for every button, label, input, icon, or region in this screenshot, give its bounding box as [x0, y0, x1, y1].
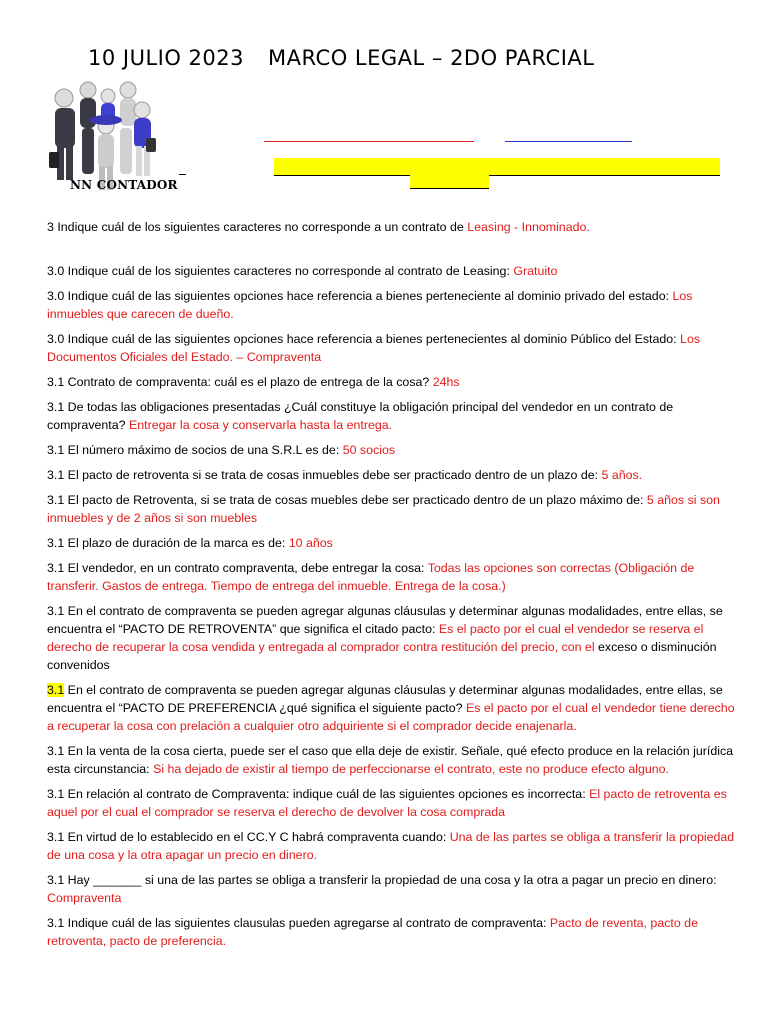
short-dash	[179, 174, 186, 175]
answer-text: Es el pacto por el cual el vendedor se reserva el derecho de recuperar la cosa vendida y entregada al comprador contra restitución del precio, con el	[47, 622, 704, 654]
question-number: 3.1	[47, 493, 65, 507]
question-item	[47, 534, 737, 552]
answer-text: 5 años.	[601, 468, 643, 482]
question-text: Indique cuál de los siguientes caracteres no corresponde al contrato de Leasing:	[64, 264, 514, 278]
question-item	[47, 785, 737, 821]
question-list	[47, 218, 737, 957]
answer-text: 10 años	[288, 536, 333, 550]
question-item	[47, 914, 737, 950]
question-item	[47, 330, 737, 366]
question-item	[47, 491, 737, 527]
question-number: 3.1	[47, 536, 65, 550]
answer-text: Compraventa	[47, 891, 122, 905]
question-number: 3.1	[47, 873, 65, 887]
question-text: En la venta de la cosa cierta, puede ser el caso que ella deje de existir. Señale, qué efecto produce en la relación jurídica esta circunstancia:	[47, 744, 734, 776]
question-item	[47, 602, 737, 674]
question-item	[47, 828, 737, 864]
question-text: De todas las obligaciones presentadas ¿Cuál constituye la obligación principal del vendedor en un contrato de compraventa?	[47, 400, 674, 432]
yellow-highlight-small	[410, 175, 489, 189]
question-text: Indique cuál de las siguientes opciones hace referencia a bienes pertenecientes al dominio Público del Estado:	[64, 332, 681, 346]
question-text: El número máximo de socios de una S.R.L es de:	[64, 443, 343, 457]
answer-continuation: exceso o disminución convenidos	[47, 640, 717, 672]
answer-text: Todas las opciones son correctas (Obligación de transferir. Gastos de entrega. Tiempo de entrega del inmueble. Entrega de la cosa.)	[47, 561, 695, 593]
yellow-highlight-band	[274, 158, 720, 176]
question-item	[47, 871, 737, 907]
title-date: 10 JULIO 2023	[88, 46, 245, 70]
question-item	[47, 287, 737, 323]
question-item	[47, 681, 737, 735]
title-subject: MARCO LEGAL – 2DO PARCIAL	[268, 46, 595, 70]
answer-text: 50 socios	[342, 443, 396, 457]
blue-underline-blank	[505, 141, 632, 142]
answer-text: El pacto de retroventa es aquel por el cual el comprador se reserva el derecho de devolver la cosa comprada	[47, 787, 727, 819]
question-text: En relación al contrato de Compraventa: indique cuál de las siguientes opciones es incorrecta:	[64, 787, 590, 801]
question-number: 3.1	[47, 787, 65, 801]
question-item	[47, 466, 737, 484]
question-item	[47, 441, 737, 459]
question-text: Indique cuál de los siguientes caracteres no corresponde a un contrato de	[53, 220, 468, 234]
document-title	[88, 46, 594, 70]
question-item	[47, 398, 737, 434]
question-number: 3.0	[47, 332, 65, 346]
answer-text: Entregar la cosa y conservarla hasta la entrega.	[128, 418, 393, 432]
answer-text: 5 años si son inmuebles y de 2 años si son muebles	[47, 493, 720, 525]
question-number: 3.1	[47, 744, 65, 758]
question-item	[47, 559, 737, 595]
question-text: Contrato de compraventa: cuál es el plazo de entrega de la cosa?	[64, 375, 433, 389]
answer-text: 24hs	[432, 375, 460, 389]
answer-text: Los inmuebles que carecen de dueño.	[47, 289, 693, 321]
answer-text: Si ha dejado de existir al tiempo de perfeccionarse el contrato, este no produce efecto alguno.	[153, 762, 669, 776]
question-number: 3.1	[47, 375, 65, 389]
question-text: Indique cuál de las siguientes clausulas pueden agregarse al contrato de compraventa:	[64, 916, 550, 930]
question-number: 3.1	[47, 443, 65, 457]
answer-text: Gratuito	[513, 264, 558, 278]
question-item	[47, 218, 737, 236]
question-item	[47, 373, 737, 391]
question-text: El plazo de duración de la marca es de:	[64, 536, 289, 550]
question-text: Indique cuál de las siguientes opciones hace referencia a bienes perteneciente al dominio privado del estado:	[64, 289, 673, 303]
answer-text: Pacto de reventa, pacto de retroventa, pacto de preferencia.	[47, 916, 698, 948]
question-text: En el contrato de compraventa se pueden agregar algunas cláusulas y determinar algunas modalidades, entre ellas, se encuentra el “PACTO DE PREFERENCIA ¿qué significa el siguiente pacto?	[47, 683, 723, 715]
question-number: 3.1	[47, 916, 65, 930]
red-underline-blank	[264, 141, 474, 142]
question-number: 3.0	[47, 289, 65, 303]
question-number: 3.1	[47, 468, 65, 482]
question-number: 3.1	[47, 830, 65, 844]
question-number: 3.0	[47, 264, 65, 278]
question-text: El pacto de Retroventa, si se trata de cosas muebles debe ser practicado dentro de un plazo máximo de:	[64, 493, 647, 507]
question-item	[47, 742, 737, 778]
question-text: El vendedor, en un contrato compraventa, debe entregar la cosa:	[64, 561, 428, 575]
answer-text: Es el pacto por el cual el vendedor tiene derecho a recuperar la cosa con prelación a cualquier otro adquiriente si el comprador decide enajenarla.	[47, 701, 735, 733]
question-text: En el contrato de compraventa se pueden agregar algunas cláusulas y determinar algunas modalidades, entre ellas, se encuentra el “PACTO DE RETROVENTA” que significa el citado pacto:	[47, 604, 723, 636]
answer-text: Una de las partes se obliga a transferir la propiedad de una cosa y la otra apagar un precio en dinero.	[47, 830, 735, 862]
question-text: El pacto de retroventa si se trata de cosas inmuebles debe ser practicado dentro de un plazo de:	[64, 468, 602, 482]
question-item	[47, 262, 737, 280]
question-text: En virtud de lo establecido en el CC.Y C habrá compraventa cuando:	[64, 830, 450, 844]
answer-text: Leasing - Innominado.	[467, 220, 590, 234]
question-number: 3	[47, 220, 54, 234]
question-text: Hay _______ si una de las partes se obliga a transferir la propiedad de una cosa y la otra a pagar un precio en dinero:	[64, 873, 717, 887]
logo-caption: NN CONTADOR	[70, 178, 178, 192]
question-number: 3.1	[47, 400, 65, 414]
question-number: 3.1	[47, 561, 65, 575]
question-number: 3.1	[47, 604, 65, 618]
question-number-highlighted: 3.1	[47, 683, 65, 697]
answer-text: Los Documentos Oficiales del Estado. – Compraventa	[47, 332, 701, 364]
